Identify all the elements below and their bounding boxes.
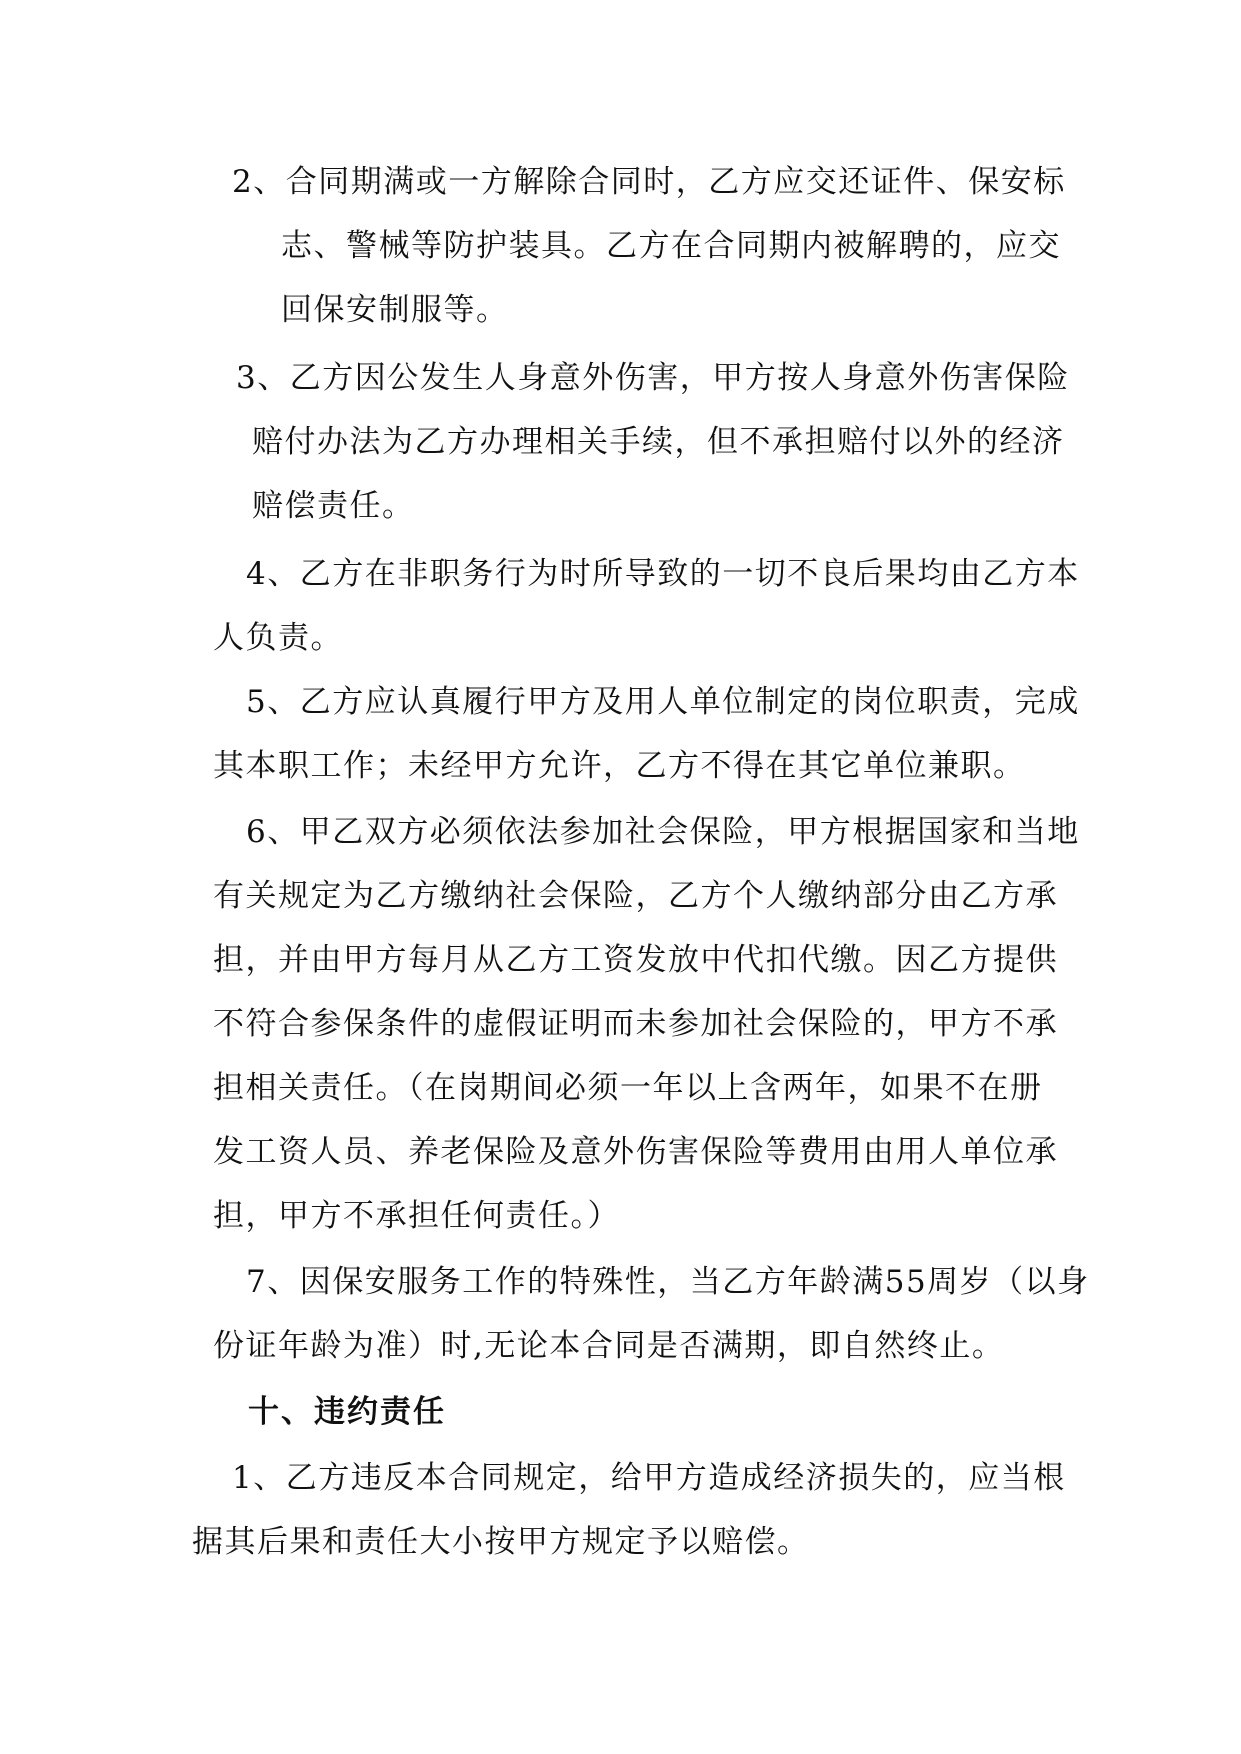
clause-9-6-line-4: 不符合参保条件的虚假证明而未参加社会保险的，甲方不承 bbox=[213, 1006, 1058, 1042]
clause-9-7-line-2: 份证年龄为准）时,无论本合同是否满期，即自然终止。 bbox=[213, 1328, 1005, 1364]
clause-9-5-line-2: 其本职工作；未经甲方允许，乙方不得在其它单位兼职。 bbox=[213, 748, 1026, 784]
clause-10-1-line-1: 1、乙方违反本合同规定，给甲方造成经济损失的，应当根 bbox=[232, 1460, 1066, 1496]
clause-9-3-line-1: 3、乙方因公发生人身意外伤害，甲方按人身意外伤害保险 bbox=[236, 360, 1070, 396]
clause-9-2-line-1: 2、合同期满或一方解除合同时，乙方应交还证件、保安标 bbox=[232, 164, 1066, 200]
clause-9-3-line-3: 赔偿责任。 bbox=[252, 488, 415, 524]
clause-9-2-line-2: 志、警械等防护装具。乙方在合同期内被解聘的，应交 bbox=[281, 228, 1061, 264]
clause-10-1-line-2: 据其后果和责任大小按甲方规定予以赔偿。 bbox=[192, 1524, 810, 1560]
clause-9-6-line-1: 6、甲乙双方必须依法参加社会保险，甲方根据国家和当地 bbox=[246, 814, 1080, 850]
clause-9-3-line-2: 赔付办法为乙方办理相关手续，但不承担赔付以外的经济 bbox=[252, 424, 1065, 460]
clause-9-6-line-6: 发工资人员、养老保险及意外伤害保险等费用由用人单位承 bbox=[213, 1134, 1058, 1170]
clause-9-2-line-3: 回保安制服等。 bbox=[281, 292, 509, 328]
clause-9-4-line-2: 人负责。 bbox=[213, 620, 343, 656]
clause-9-4-line-1: 4、乙方在非职务行为时所导致的一切不良后果均由乙方本 bbox=[246, 556, 1080, 592]
clause-9-6-line-5: 担相关责任。（在岗期间必须一年以上含两年，如果不在册 bbox=[213, 1070, 1043, 1106]
clause-9-6-line-7: 担，甲方不承担任何责任。） bbox=[213, 1198, 620, 1234]
clause-9-5-line-1: 5、乙方应认真履行甲方及用人单位制定的岗位职责，完成 bbox=[246, 684, 1080, 720]
clause-9-6-line-3: 担，并由甲方每月从乙方工资发放中代扣代缴。因乙方提供 bbox=[213, 942, 1058, 978]
section-10-heading: 十、违约责任 bbox=[248, 1394, 446, 1430]
clause-9-7-line-1: 7、因保安服务工作的特殊性，当乙方年龄满55周岁（以身 bbox=[246, 1264, 1090, 1300]
clause-9-6-line-2: 有关规定为乙方缴纳社会保险，乙方个人缴纳部分由乙方承 bbox=[213, 878, 1058, 914]
